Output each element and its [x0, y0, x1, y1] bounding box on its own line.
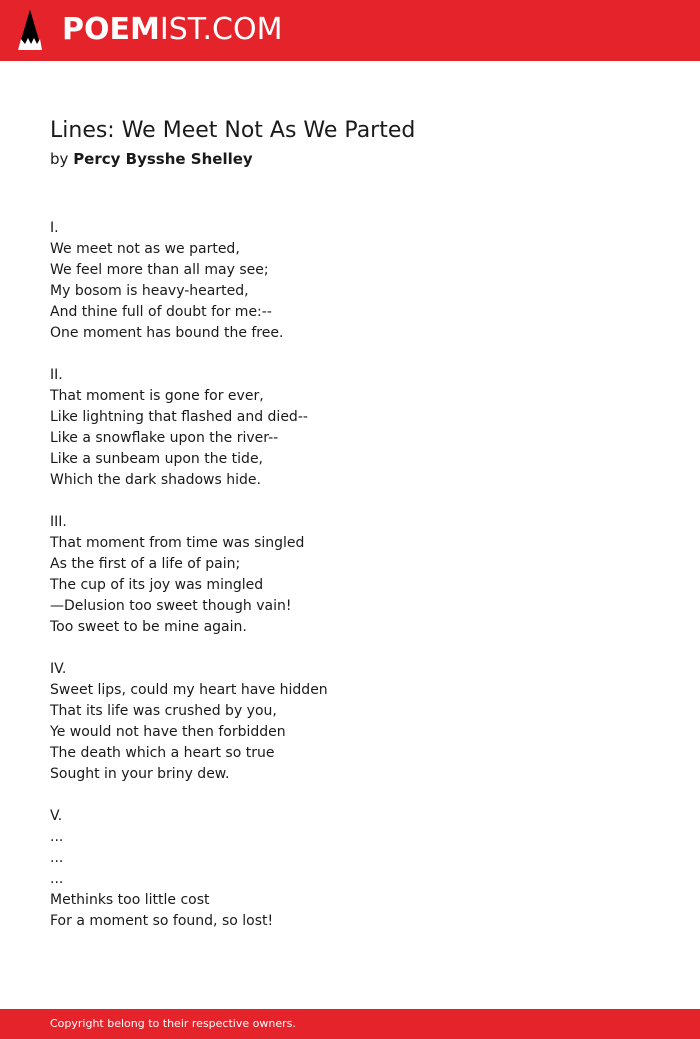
pencil-tip-icon[interactable] [17, 9, 43, 51]
stanza [50, 512, 650, 638]
stanza [50, 806, 650, 932]
poem-line: The cup of its joy was mingled [50, 577, 264, 593]
stanza-number: V. [50, 808, 63, 824]
poem-line: ... [50, 850, 64, 866]
poem-line: Like lightning that flashed and died-- [50, 409, 308, 425]
logo-light-text: IST.COM [159, 12, 283, 47]
site-logo[interactable] [62, 12, 282, 48]
site-footer [0, 1009, 700, 1039]
poem-line: That moment is gone for ever, [50, 388, 264, 404]
poem-line: One moment has bound the free. [50, 325, 284, 341]
poem-line: Which the dark shadows hide. [50, 472, 261, 488]
stanza [50, 218, 650, 344]
stanza-number: II. [50, 367, 63, 383]
stanza-number: I. [50, 220, 59, 236]
poem-line: My bosom is heavy-hearted, [50, 283, 249, 299]
stanza [50, 365, 650, 491]
poem-line: Sought in your briny dew. [50, 766, 230, 782]
poem-line: Ye would not have then forbidden [50, 724, 286, 740]
stanza-number: IV. [50, 661, 67, 677]
stanza-gap [50, 344, 650, 365]
byline [50, 148, 253, 170]
poem-body [50, 218, 650, 932]
stanza-gap [50, 491, 650, 512]
poem-line: We feel more than all may see; [50, 262, 269, 278]
logo-bold-text: POEM [62, 12, 160, 47]
poem-line: —Delusion too sweet though vain! [50, 598, 292, 614]
site-header [0, 0, 700, 61]
by-prefix: by [50, 150, 69, 168]
poem-line: ... [50, 871, 64, 887]
poem-line: As the first of a life of pain; [50, 556, 241, 572]
poem-line: For a moment so found, so lost! [50, 913, 274, 929]
poem-line: Methinks too little cost [50, 892, 210, 908]
stanza-gap [50, 638, 650, 659]
poem-line: Sweet lips, could my heart have hidden [50, 682, 328, 698]
poem-line: We meet not as we parted, [50, 241, 240, 257]
poem-line: The death which a heart so true [50, 745, 275, 761]
poem-line: ... [50, 829, 64, 845]
stanza-number: III. [50, 514, 67, 530]
author-name: Percy Bysshe Shelley [73, 150, 253, 168]
poem-line: That its life was crushed by you, [50, 703, 277, 719]
poem-line: And thine full of doubt for me:-- [50, 304, 272, 320]
stanza-gap [50, 785, 650, 806]
poem-line: Too sweet to be mine again. [50, 619, 247, 635]
poem-line: That moment from time was singled [50, 535, 305, 551]
copyright-notice: Copyright belong to their respective owners. [50, 1017, 296, 1030]
poem-line: Like a snowflake upon the river-- [50, 430, 279, 446]
poem-line: Like a sunbeam upon the tide, [50, 451, 264, 467]
stanza [50, 659, 650, 785]
poem-title: Lines: We Meet Not As We Parted [50, 118, 416, 143]
